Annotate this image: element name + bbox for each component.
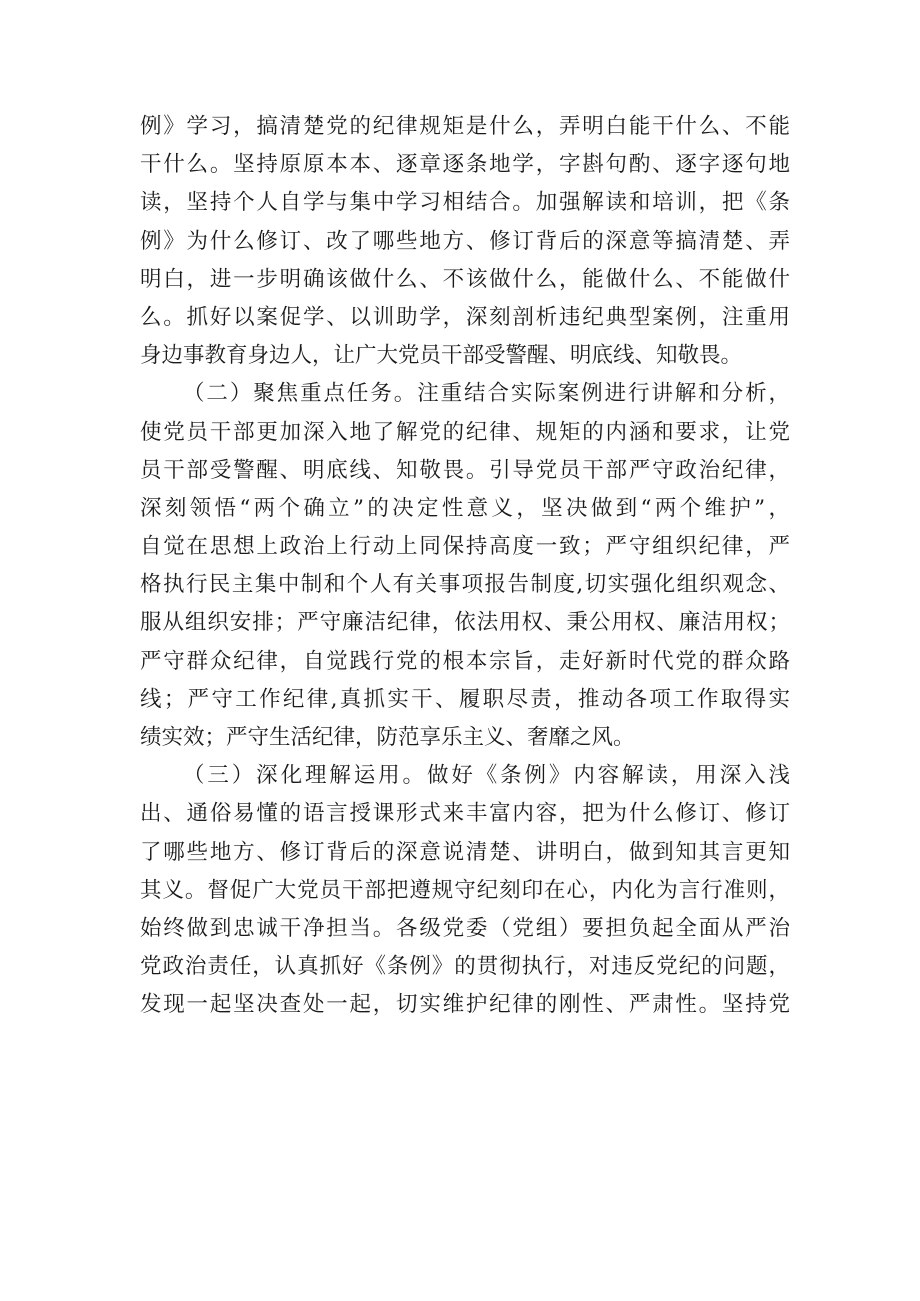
text-line: 深刻领悟“两个确立”的决定性意义，坚决做到“两个维护”， (140, 495, 790, 521)
paragraph-end-line: 绩实效；严守生活纪律，防范享乐主义、奢靡之风。 (140, 725, 635, 750)
section-heading-line: （三）深化理解运用。做好《条例》内容解读，用深入浅 (183, 763, 790, 789)
text-line: 发现一起坚决查处一起，切实维护纪律的刚性、严肃性。坚持党 (140, 992, 790, 1018)
text-line: 始终做到忠诚干净担当。各级党委（党组）要担负起全面从严治 (140, 915, 790, 941)
text-line: 么。抓好以案促学、以训助学，深刻剖析违纪典型案例，注重用 (140, 304, 790, 330)
text-line: 服从组织安排；严守廉洁纪律，依法用权、秉公用权、廉洁用权； (140, 610, 790, 636)
text-line: 员干部受警醒、明底线、知敬畏。引导党员干部严守政治纪律， (140, 457, 790, 483)
text-line: 干什么。坚持原原本本、逐章逐条地学，字斟句酌、逐字逐句地 (140, 152, 790, 178)
text-line: 党政治责任，认真抓好《条例》的贯彻执行，对违反党纪的问题， (140, 954, 790, 980)
text-line: 严守群众纪律，自觉践行党的根本宗旨，走好新时代党的群众路 (140, 648, 790, 674)
text-line: 使党员干部更加深入地了解党的纪律、规矩的内涵和要求，让党 (140, 419, 790, 445)
text-line: 线；严守工作纪律,真抓实干、履职尽责，推动各项工作取得实 (140, 686, 790, 712)
text-line: 格执行民主集中制和个人有关事项报告制度,切实强化组织观念、 (140, 572, 790, 598)
text-line: 例》为什么修订、改了哪些地方、修订背后的深意等搞清楚、弄 (140, 228, 790, 254)
text-line: 明白，进一步明确该做什么、不该做什么，能做什么、不能做什 (140, 266, 790, 292)
text-line: 出、通俗易懂的语言授课形式来丰富内容，把为什么修订、修订 (140, 801, 790, 827)
text-line: 其义。督促广大党员干部把遵规守纪刻印在心，内化为言行准则， (140, 877, 790, 903)
body-text (140, 108, 790, 1025)
text-line: 了哪些地方、修订背后的深意说清楚、讲明白，做到知其言更知 (140, 839, 790, 865)
paragraph-end-line: 身边事教育身边人，让广大党员干部受警醒、明底线、知敬畏。 (140, 343, 743, 369)
text-line: 自觉在思想上政治上行动上同保持高度一致；严守组织纪律，严 (140, 534, 790, 560)
text-line: 读，坚持个人自学与集中学习相结合。加强解读和培训，把《条 (140, 190, 790, 216)
text-line: 例》学习，搞清楚党的纪律规矩是什么，弄明白能干什么、不能 (140, 114, 790, 139)
section-heading-line: （二）聚焦重点任务。注重结合实际案例进行讲解和分析， (183, 381, 790, 407)
